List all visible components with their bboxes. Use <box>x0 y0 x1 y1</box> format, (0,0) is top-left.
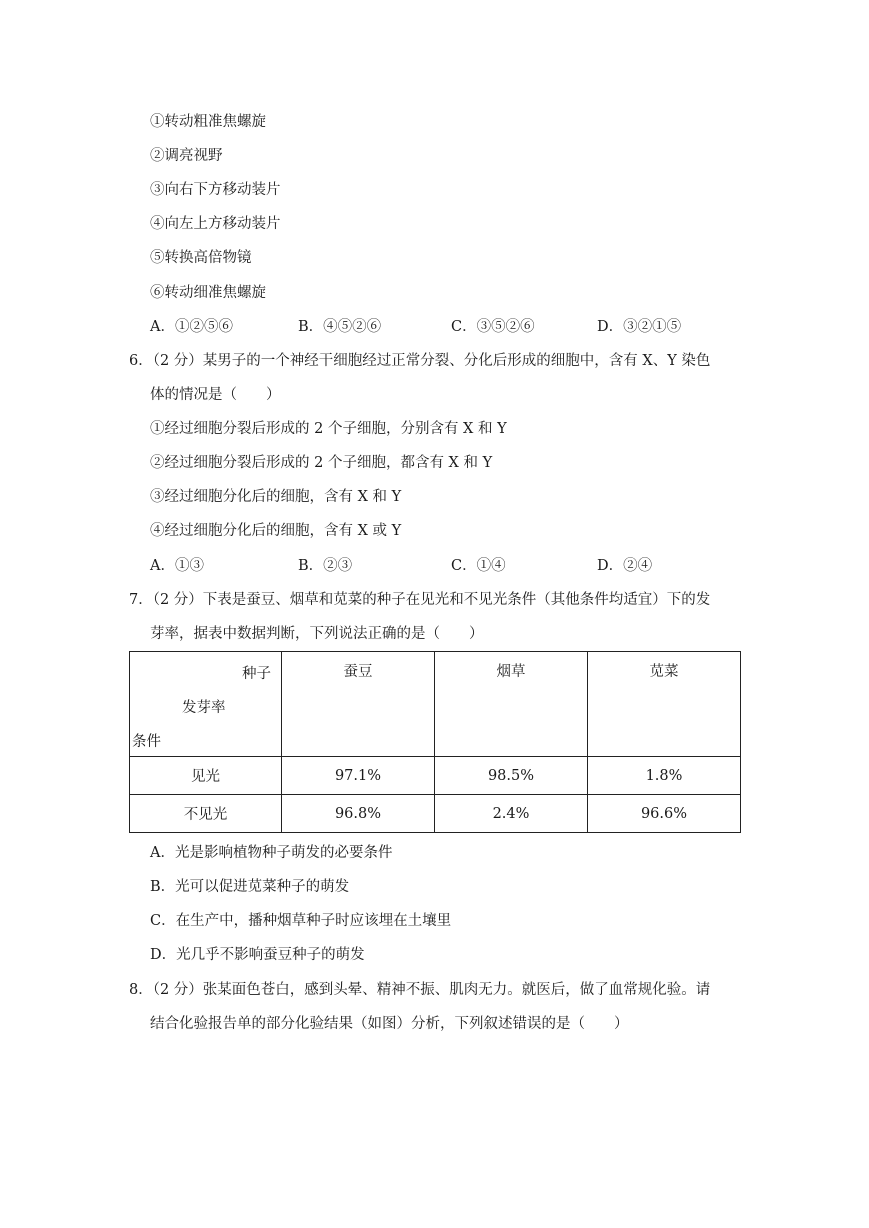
cell-value: 1.8% <box>588 757 741 795</box>
q5-step-3: ③向右下方移动装片 <box>150 182 281 198</box>
table-row <box>130 795 741 833</box>
q6-stem-line-1: 6．（2 分）某男子的一个神经干细胞经过正常分裂、分化后形成的细胞中，含有 X、Y 染色 <box>129 353 711 369</box>
q6-option-a[interactable]: A．①③ <box>150 558 204 574</box>
table-corner-cell <box>130 652 282 757</box>
q7-option-c[interactable]: C．在生产中，播种烟草种子时应该埋在土壤里 <box>150 913 452 929</box>
q6-option-c[interactable]: C．①④ <box>451 558 506 574</box>
q5-step-4: ④向左上方移动装片 <box>150 216 281 232</box>
q5-option-c[interactable]: C．③⑤②⑥ <box>451 319 535 335</box>
row-condition-light: 见光 <box>130 757 282 795</box>
q6-statement-1: ①经过细胞分裂后形成的 2 个子细胞，分别含有 X 和 Y <box>150 421 507 437</box>
q7-stem-line-1: 7．（2 分）下表是蚕豆、烟草和苋菜的种子在见光和不见光条件（其他条件均适宜）下的发 <box>129 592 711 608</box>
germination-table <box>129 651 741 833</box>
cell-value: 96.8% <box>282 795 435 833</box>
q5-option-b[interactable]: B．④⑤②⑥ <box>298 319 382 335</box>
q6-statement-3: ③经过细胞分化后的细胞，含有 X 和 Y <box>150 489 402 505</box>
q6-statement-2: ②经过细胞分裂后形成的 2 个子细胞，都含有 X 和 Y <box>150 455 493 471</box>
q7-option-a[interactable]: A．光是影响植物种子萌发的必要条件 <box>150 845 393 861</box>
q5-step-1: ①转动粗准焦螺旋 <box>150 114 266 130</box>
q6-statement-4: ④经过细胞分化后的细胞，含有 X 或 Y <box>150 523 402 539</box>
q7-stem-line-2: 芽率，据表中数据判断，下列说法正确的是（ ） <box>150 626 484 642</box>
q5-step-5: ⑤转换高倍物镜 <box>150 250 252 266</box>
row-condition-dark: 不见光 <box>130 795 282 833</box>
q7-option-d[interactable]: D．光几乎不影响蚕豆种子的萌发 <box>150 947 365 963</box>
q5-step-2: ②调亮视野 <box>150 148 223 164</box>
cell-value: 2.4% <box>435 795 588 833</box>
q7-option-b[interactable]: B．光可以促进苋菜种子的萌发 <box>150 879 350 895</box>
column-header-broad-bean: 蚕豆 <box>282 652 435 757</box>
corner-rate-label: 发芽率 <box>182 700 226 716</box>
q8-stem-line-1: 8．（2 分）张某面色苍白，感到头晕、精神不振、肌肉无力。就医后，做了血常规化验。请 <box>129 982 711 998</box>
cell-value: 96.6% <box>588 795 741 833</box>
cell-value: 97.1% <box>282 757 435 795</box>
corner-seed-label: 种子 <box>242 666 271 682</box>
q5-option-a[interactable]: A．①②⑤⑥ <box>150 319 233 335</box>
corner-condition-label: 条件 <box>132 734 161 750</box>
column-header-tobacco: 烟草 <box>435 652 588 757</box>
column-header-amaranth: 苋菜 <box>588 652 741 757</box>
q5-option-d[interactable]: D．③②①⑤ <box>597 319 682 335</box>
table-row <box>130 757 741 795</box>
q6-option-d[interactable]: D．②④ <box>597 558 653 574</box>
cell-value: 98.5% <box>435 757 588 795</box>
q6-stem-line-2: 体的情况是（ ） <box>150 387 281 403</box>
q5-step-6: ⑥转动细准焦螺旋 <box>150 285 266 301</box>
q6-option-b[interactable]: B．②③ <box>298 558 353 574</box>
q8-stem-line-2: 结合化验报告单的部分化验结果（如图）分析，下列叙述错误的是（ ） <box>150 1016 629 1032</box>
